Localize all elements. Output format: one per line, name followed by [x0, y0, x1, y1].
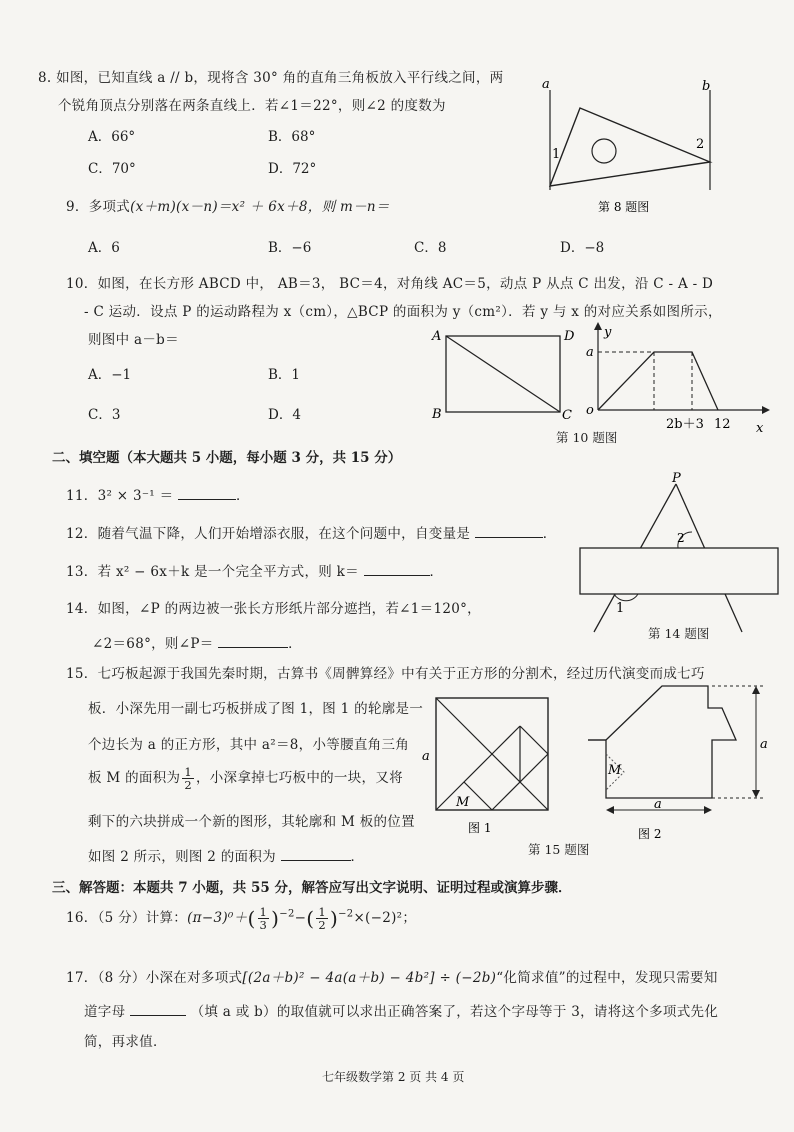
q9-expression: (x＋m)(x－n)＝x² ＋ 6x＋8，则 m－n＝	[130, 199, 390, 215]
angle-1-label: 1	[552, 147, 561, 162]
fraction-numerator: 1	[259, 905, 268, 919]
q15-answer-blank[interactable]	[281, 860, 351, 861]
fraction-denominator: 2	[184, 778, 192, 793]
q15-line6: 如图 2 所示，则图 2 的面积为 ．	[88, 849, 365, 865]
q10-graph-figure	[582, 322, 772, 434]
q14-figure-caption: 第 14 题图	[648, 626, 710, 641]
q10-rectangle-figure	[428, 326, 580, 424]
q16-prefix: 16．（5 分）计算：	[66, 910, 188, 927]
vertex-b: B	[432, 407, 442, 422]
paper-strip	[580, 548, 778, 594]
q17-answer-blank[interactable]	[130, 1015, 186, 1016]
height-arrow-top	[752, 686, 760, 694]
q17-line1	[66, 966, 718, 986]
q8-line1: 8. 如图，已知直线 a // b，现将含 30° 角的直角三角板放入平行线之间，两	[38, 70, 504, 86]
q15-fraction	[182, 766, 194, 791]
fig2-width-label: a	[654, 797, 662, 812]
q13-answer-blank[interactable]	[364, 575, 430, 576]
fraction-numerator: 1	[318, 905, 326, 919]
q14-answer-blank[interactable]	[218, 647, 288, 648]
label-a: a	[542, 78, 550, 92]
q10-line1: 10．如图，在长方形 ABCD 中， AB＝3， BC＝4，对角线 AC＝5，动点 P 从点 C 出发，沿 C - A - D	[66, 276, 714, 292]
q10-figure-caption: 第 10 题图	[556, 430, 618, 445]
graph-line	[598, 352, 718, 410]
q10-line2: - C 运动．设点 P 的运动路程为 x（cm），△BCP 的面积为 y（cm²）．若 y 与 x 的对应关系如图所示，	[84, 304, 722, 320]
vertex-a: A	[432, 329, 442, 344]
paren-open: (	[247, 906, 256, 931]
q8-figure	[536, 78, 726, 218]
q10-option-a: A．−1	[88, 367, 132, 383]
origin-label: o	[586, 403, 594, 418]
q15-line6-text: 如图 2 所示，则图 2 的面积为	[88, 849, 276, 865]
section-2-title: 二、填空题（本大题共 5 小题，每小题 3 分，共 15 分）	[52, 450, 402, 466]
q8-figure-caption: 第 8 题图	[598, 200, 650, 214]
q10-option-d: D．4	[268, 407, 301, 423]
section-3-title: 三、解答题：本题共 7 小题，共 55 分，解答应写出文字说明、证明过程或演算步骤．	[52, 880, 572, 896]
set-square-hole	[592, 139, 616, 163]
q16-exponent-2: −2	[338, 908, 354, 920]
q12: 12．随着气温下降，人们开始增添衣服，在这个问题中，自变量是 ．	[66, 526, 557, 542]
q17-line3: 简，再求值．	[84, 1034, 167, 1050]
q14-figure	[574, 470, 786, 642]
q11-answer-blank[interactable]	[178, 499, 236, 500]
q16-term-2: ×(−2)²；	[353, 910, 417, 927]
paren-close: )	[329, 906, 339, 931]
q13-text: 13．若 x² − 6x＋k 是一个完全平方式，则 k＝	[66, 564, 359, 580]
q15-figure-caption: 第 15 题图	[528, 842, 590, 857]
q9-option-a: A．6	[88, 240, 120, 256]
q15-line4-start: 板 M 的面积为	[88, 770, 181, 787]
q15-line4	[88, 766, 403, 791]
label-b: b	[702, 79, 711, 94]
page-footer: 七年级数学第 2 页 共 4 页	[322, 1070, 465, 1084]
paren-open: (	[306, 906, 315, 931]
fraction-denominator: 3	[259, 918, 268, 933]
q14-line1: 14．如图，∠P 的两边被一张长方形纸片部分遮挡，若∠1＝120°，	[66, 601, 481, 617]
q9-option-b: B．−6	[268, 240, 312, 256]
q8-line2: 个锐角顶点分别落在两条直线上．若∠1＝22°，则∠2 的度数为	[58, 98, 446, 114]
a-label: a	[586, 345, 594, 360]
q15-figure-1	[420, 690, 556, 836]
width-arrow-left	[606, 806, 614, 814]
q9-option-d: D．−8	[560, 240, 605, 256]
q10-option-c: C．3	[88, 407, 121, 423]
q15-line2: 板．小深先用一副七巧板拼成了图 1，图 1 的轮廓是一	[88, 701, 424, 717]
diagonal-ac	[446, 336, 560, 412]
q10-line3: 则图中 a－b＝	[88, 332, 179, 348]
q17-line2	[84, 1000, 718, 1020]
q12-text: 12．随着气温下降，人们开始增添衣服，在这个问题中，自变量是	[66, 526, 471, 542]
width-arrow-right	[704, 806, 712, 814]
q13: 13．若 x² − 6x＋k 是一个完全平方式，则 k＝ ．	[66, 564, 444, 580]
fig2-height-label: a	[760, 737, 768, 752]
angle-1-label: 1	[616, 601, 625, 616]
fraction-numerator: 1	[184, 765, 192, 779]
q15-line4-end: ，小深拿掉七巧板中的一块，又将	[195, 770, 403, 787]
q17-line1-end: “化简求值”的过程中，发现只需要知	[496, 970, 718, 986]
vertex-d: D	[564, 329, 575, 344]
fig1-m-label: M	[456, 795, 470, 810]
house-outline	[588, 686, 736, 798]
q8-option-d: D．72°	[268, 161, 317, 177]
q15-line1: 15．七巧板起源于我国先秦时期，古算书《周髀算经》中有关于正方形的分割术，经过历代演变而成七巧	[66, 666, 705, 682]
fraction-denominator: 2	[318, 918, 326, 933]
fig1-caption: 图 1	[468, 821, 492, 835]
x-axis-arrow	[762, 406, 770, 414]
q12-answer-blank[interactable]	[475, 537, 543, 538]
q15-line5: 剩下的六块拼成一个新的图形，其轮廓和 M 板的位置	[88, 814, 415, 830]
q17-line1-start: 17．（8 分）小深在对多项式	[66, 970, 243, 986]
q16-fraction-1	[258, 906, 270, 931]
q9-number: 9．多项式	[66, 199, 131, 215]
q16-fraction-2	[316, 906, 328, 931]
q15-line3: 个边长为 a 的正方形，其中 a²＝8，小等腰直角三角	[88, 737, 410, 753]
x-label: x	[756, 421, 764, 434]
q11-text: 11．3² × 3⁻¹ ＝	[66, 488, 174, 504]
fig2-caption: 图 2	[638, 827, 662, 841]
angle-2-label: 2	[677, 531, 685, 545]
q15-figure-2	[580, 678, 780, 846]
vertex-c: C	[562, 408, 572, 423]
q8-option-a: A．66°	[88, 129, 136, 145]
tangram-diagonal-2b	[492, 726, 520, 754]
q16	[66, 906, 416, 931]
angle-1-arc	[614, 594, 638, 601]
y-label: y	[604, 325, 612, 340]
q17-line2-end: （填 a 或 b）的取值就可以求出正确答案了，若这个字母等于 3，请将这个多项式先化	[190, 1004, 719, 1020]
q9-option-c: C．8	[414, 240, 447, 256]
fig2-m-label: M	[608, 763, 622, 778]
q8-option-c: C．70°	[88, 161, 136, 177]
label-p: P	[672, 471, 681, 486]
q8-option-b: B．68°	[268, 129, 316, 145]
tick-2b-3: 2b＋3	[666, 417, 704, 432]
paren-close: )	[271, 906, 280, 931]
q10-option-b: B．1	[268, 367, 301, 383]
height-arrow-bottom	[752, 790, 760, 798]
q17-expression: [(2a＋b)² − 4a(a＋b) − 4b²] ÷ (−2b)	[242, 970, 497, 986]
q16-exponent-1: −2	[279, 908, 295, 920]
q16-term-1: (π−3)⁰＋	[187, 910, 248, 927]
q14-line2: ∠2＝68°，则∠P＝ ．	[92, 636, 302, 652]
q16-minus: −	[294, 910, 307, 927]
tangram-edge-1	[520, 726, 548, 754]
q11: 11．3² × 3⁻¹ ＝ ．	[66, 488, 250, 504]
tick-12: 12	[714, 417, 731, 432]
y-axis-arrow	[594, 322, 602, 330]
q9-stem	[66, 195, 390, 215]
angle-2-label: 2	[696, 137, 705, 152]
q14-line2-text: ∠2＝68°，则∠P＝	[92, 636, 214, 652]
fig1-side-label: a	[422, 749, 430, 764]
set-square	[550, 108, 710, 186]
q17-line2-start: 道字母	[84, 1004, 126, 1020]
